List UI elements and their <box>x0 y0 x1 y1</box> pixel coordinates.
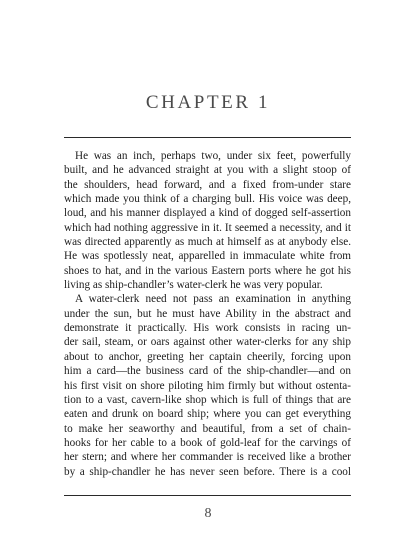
body-text <box>64 149 351 479</box>
text-line: her stern; and where her commander is received like a brother <box>64 451 351 464</box>
text-line: which made you think of a charging bull. His voice was deep, <box>64 193 351 206</box>
text-line: which had nothing aggressive in it. It seemed a necessity, and it <box>64 221 351 234</box>
text-line: built, and he advanced straight at you with a slight stoop of <box>64 164 351 177</box>
text-line: He was spotlessly neat, apparelled in immaculate white from <box>64 250 351 263</box>
text-line: He was an inch, perhaps two, under six feet, powerfully <box>75 150 351 162</box>
footer-rule <box>64 495 351 496</box>
text-line: the shoulders, head forward, and a fixed from-under stare <box>64 178 351 191</box>
text-line: eaten and drunk on board ship; where you can get everything <box>64 408 351 421</box>
text-line: him a card—the business card of the ship-chandler—and on <box>64 365 351 378</box>
header-rule <box>64 137 351 138</box>
text-line: hooks for her cable to a book of gold-leaf for the carvings of <box>64 436 351 449</box>
text-line: his first visit on shore piloting him firmly but without ostenta- <box>64 379 351 392</box>
text-line: shoes to hat, and in the various Eastern ports where he got his <box>64 264 351 277</box>
text-line: to make her seaworthy and beautiful, from a set of chain- <box>64 422 351 435</box>
text-line: loud, and his manner displayed a kind of dogged self-assertion <box>64 207 351 220</box>
text-line: was directed apparently as much at himself as at anybody else. <box>64 236 351 249</box>
text-line: der sail, steam, or oars against other water-clerks for any ship <box>64 336 351 349</box>
text-line: living as ship-chandler’s water-clerk he was very popular. <box>64 279 323 292</box>
text-line: by a ship-chandler he has never seen before. There is a cool <box>64 465 351 478</box>
text-line: A water-clerk need not pass an examination in anything <box>75 293 351 306</box>
chapter-heading: CHAPTER 1 <box>145 92 271 113</box>
text-line: about to anchor, greeting her captain cheerily, forcing upon <box>64 350 351 363</box>
text-line: under the sun, but he must have Ability in the abstract and <box>64 307 351 320</box>
text-line: tion to a vast, cavern-like shop which is full of things that are <box>64 393 351 406</box>
page-number: 8 <box>204 506 212 521</box>
text-line: demonstrate it practically. His work consists in racing un- <box>64 322 351 335</box>
